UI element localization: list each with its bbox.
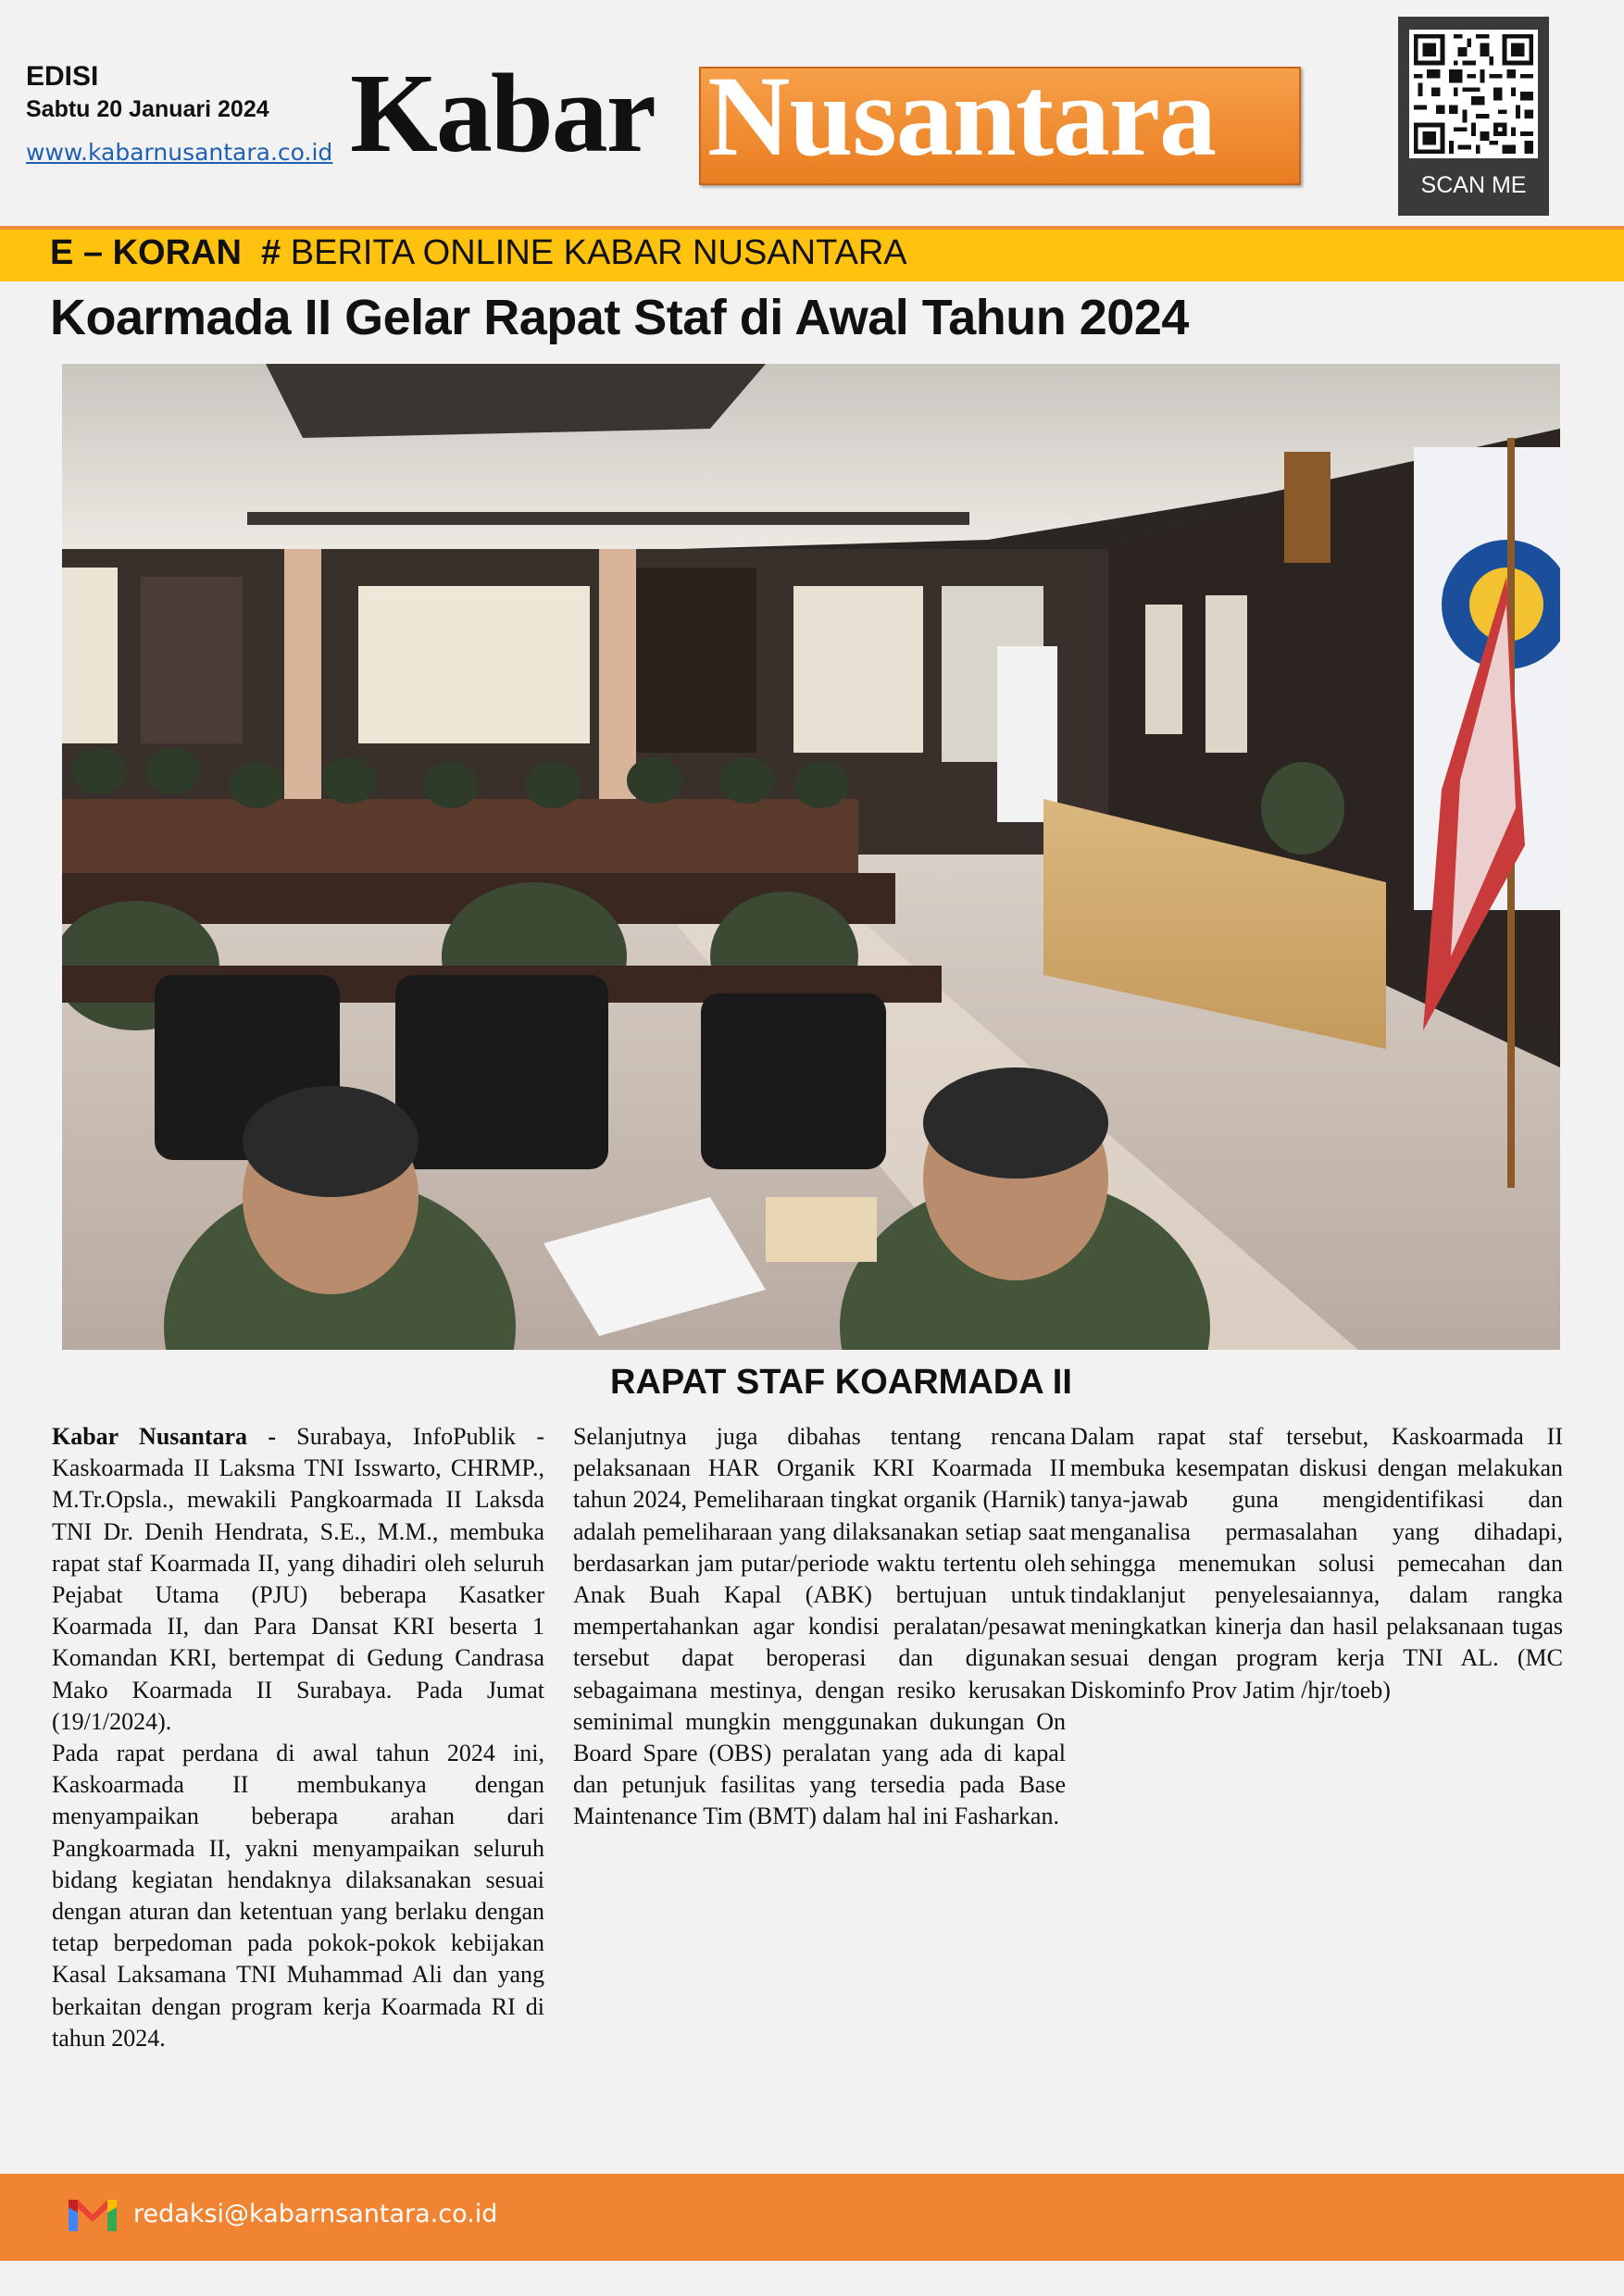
edition-label: EDISI [26,61,99,92]
section-label: E – KORAN [50,233,242,272]
logo-kabar: Kabar [350,51,655,176]
photo-caption: RAPAT STAF KOARMADA II [610,1363,1072,1402]
logo-nusantara: Nusantara [707,53,1217,180]
edition-date: Sabtu 20 Januari 2024 [26,96,269,122]
article-headline: Koarmada II Gelar Rapat Staf di Awal Tahun 2024 [50,290,1189,345]
article-paragraph: Selanjutnya juga dibahas tentang rencana pelaksanaan HAR Organik KRI Koarmada II tahun 2024, Pemeliharaan tingkat organik (Harnik) adalah pemeliharaan yang dilaksanakan setiap saat berdasarkan jam putar/periode waktu tertentu oleh Anak Buah Kapal (ABK) bertujuan untuk mempertahankan agar kondisi peralatan/pesawat tersebut dapat beroperasi dan digunakan sebagaimana mestinya, dengan resiko kerusakan seminimal mungkin menggunakan dukungan On Board Spare (OBS) peralatan yang ada di kapal dan petunjuk fasilitas yang tersedia pada Base Maintenance Tim (BMT) dalam hal ini Fasharkan. [573,1423,1066,1830]
section-band-text [50,233,907,273]
article-paragraph [52,1421,544,1738]
website-link[interactable]: www.kabarnusantara.co.id [26,139,333,166]
article-column-2 [573,1421,1066,1833]
article-column-3 [1070,1421,1563,1706]
lead-text: Surabaya, InfoPublik - Kaskoarmada II Laksma TNI Isswarto, CHRMP., M.Tr.Opsla., mewakili Pangkoarmada II Laksda TNI Dr. Denih Hendrata, S.E., M.M., membuka rapat staf Koarmada II, yang dihadiri oleh seluruh Pejabat Utama (PJU) beberapa Kasatker Koarmada II, dan Para Dansat KRI beserta 1 Komandan KRI, bertempat di Gedung Candrasa Mako Koarmada II Surabaya. Pada Jumat (19/1/2024). [52,1423,544,1735]
section-subtitle: BERITA ONLINE KABAR NUSANTARA [290,233,907,272]
article-paragraph: Pada rapat perdana di awal tahun 2024 ini, Kaskoarmada II membukanya dengan menyampaikan beberapa arahan dari Pangkoarmada II, yakni menyampaikan seluruh bidang kegiatan hendaknya dilaksanakan sesuai dengan aturan dan ketentuan yang berlaku dengan tetap berpedoman pada pokok-pokok kebijakan Kasal Laksamana TNI Muhammad Ali dan yang berkaitan dengan program kerja Koarmada RI di tahun 2024. [52,1740,544,2052]
gmail-icon [67,2196,119,2233]
lead-source: Kabar Nusantara - [52,1423,276,1450]
footer-email[interactable]: redaksi@kabarnsantara.co.id [133,2200,498,2228]
scan-me-label: SCAN ME [1420,172,1527,198]
article-column-1 [52,1421,544,2054]
hash-mark: # [261,233,281,272]
meeting-room-photo [62,364,1560,1350]
qr-code-icon[interactable] [1409,30,1538,158]
article-paragraph: Dalam rapat staf tersebut, Kaskoarmada II membuka kesempatan diskusi dengan melakukan tanya-jawab guna mengidentifikasi dan menganalisa permasalahan yang dihadapi, sehingga menemukan solusi pemecahan dan tindaklanjut penyelesaiannya, dalam rangka meningkatkan kinerja dan hasil pelaksanaan tugas sesuai dengan program kerja TNI AL. (MC Diskominfo Prov Jatim /hjr/toeb) [1070,1423,1563,1703]
